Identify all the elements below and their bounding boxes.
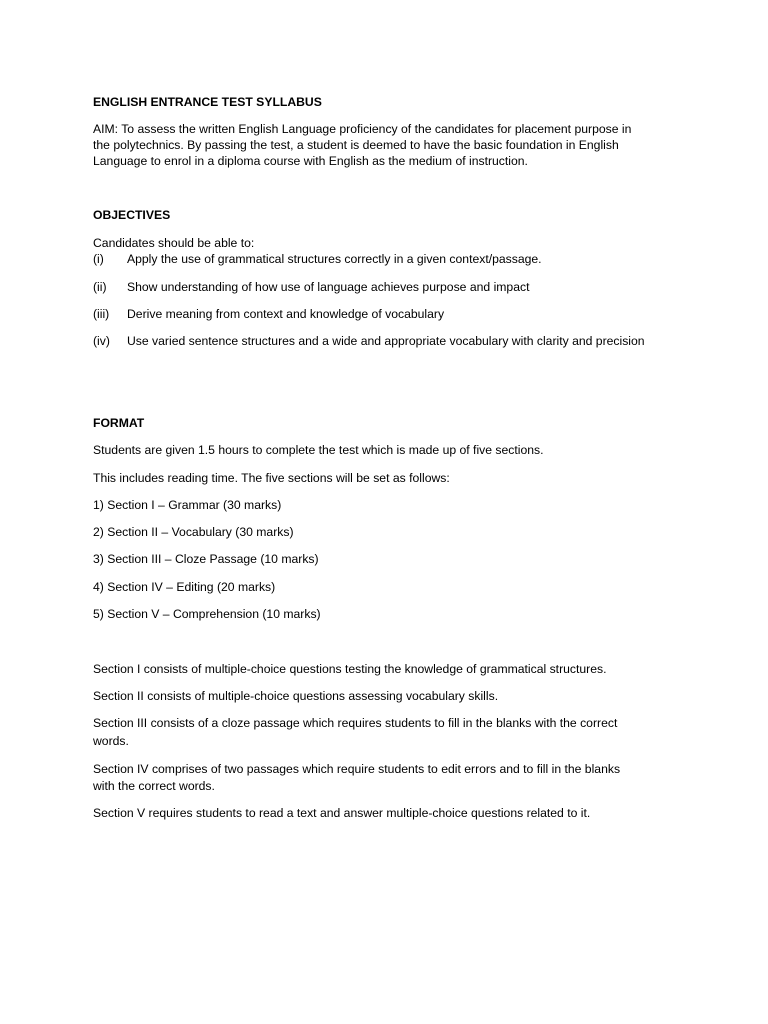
- objective-numeral: (i): [93, 252, 104, 266]
- section-4-description-line-2: with the correct words.: [93, 779, 215, 793]
- format-intro-line-2: This includes reading time. The five sections will be set as follows:: [93, 471, 450, 485]
- section-3-description-line-1: Section III consists of a cloze passage which requires students to fill in the blanks with the correct: [93, 716, 618, 730]
- section-5-description: Section V requires students to read a text and answer multiple-choice questions related to it.: [93, 806, 591, 820]
- objective-text: Show understanding of how use of language achieves purpose and impact: [127, 280, 530, 294]
- section-3-description-line-2: words.: [93, 734, 129, 748]
- document-title: ENGLISH ENTRANCE TEST SYLLABUS: [93, 95, 322, 109]
- aim-line-2: the polytechnics. By passing the test, a student is deemed to have the basic foundation in English: [93, 138, 619, 152]
- section-4-description-line-1: Section IV comprises of two passages which require students to edit errors and to fill in the blanks: [93, 762, 621, 776]
- format-section-item: 2) Section II – Vocabulary (30 marks): [93, 525, 294, 539]
- format-intro-line-1: Students are given 1.5 hours to complete the test which is made up of five sections.: [93, 443, 544, 457]
- format-section-item: 3) Section III – Cloze Passage (10 marks): [93, 552, 319, 566]
- section-1-description: Section I consists of multiple-choice questions testing the knowledge of grammatical structures.: [93, 662, 607, 676]
- aim-line-1: AIM: To assess the written English Language proficiency of the candidates for placement purpose in: [93, 122, 632, 136]
- format-section-item: 1) Section I – Grammar (30 marks): [93, 498, 282, 512]
- objective-numeral: (iv): [93, 334, 110, 348]
- objective-text: Use varied sentence structures and a wide and appropriate vocabulary with clarity and precision: [127, 334, 645, 348]
- objectives-intro: Candidates should be able to:: [93, 236, 255, 250]
- section-2-description: Section II consists of multiple-choice questions assessing vocabulary skills.: [93, 689, 499, 703]
- format-heading: FORMAT: [93, 416, 145, 430]
- objective-text: Derive meaning from context and knowledge of vocabulary: [127, 307, 445, 321]
- objective-numeral: (ii): [93, 280, 107, 294]
- format-section-item: 5) Section V – Comprehension (10 marks): [93, 607, 321, 621]
- aim-line-3: Language to enrol in a diploma course with English as the medium of instruction.: [93, 154, 528, 168]
- objectives-heading: OBJECTIVES: [93, 208, 171, 222]
- objective-text: Apply the use of grammatical structures correctly in a given context/passage.: [127, 252, 542, 266]
- objective-numeral: (iii): [93, 307, 110, 321]
- format-section-item: 4) Section IV – Editing (20 marks): [93, 580, 276, 594]
